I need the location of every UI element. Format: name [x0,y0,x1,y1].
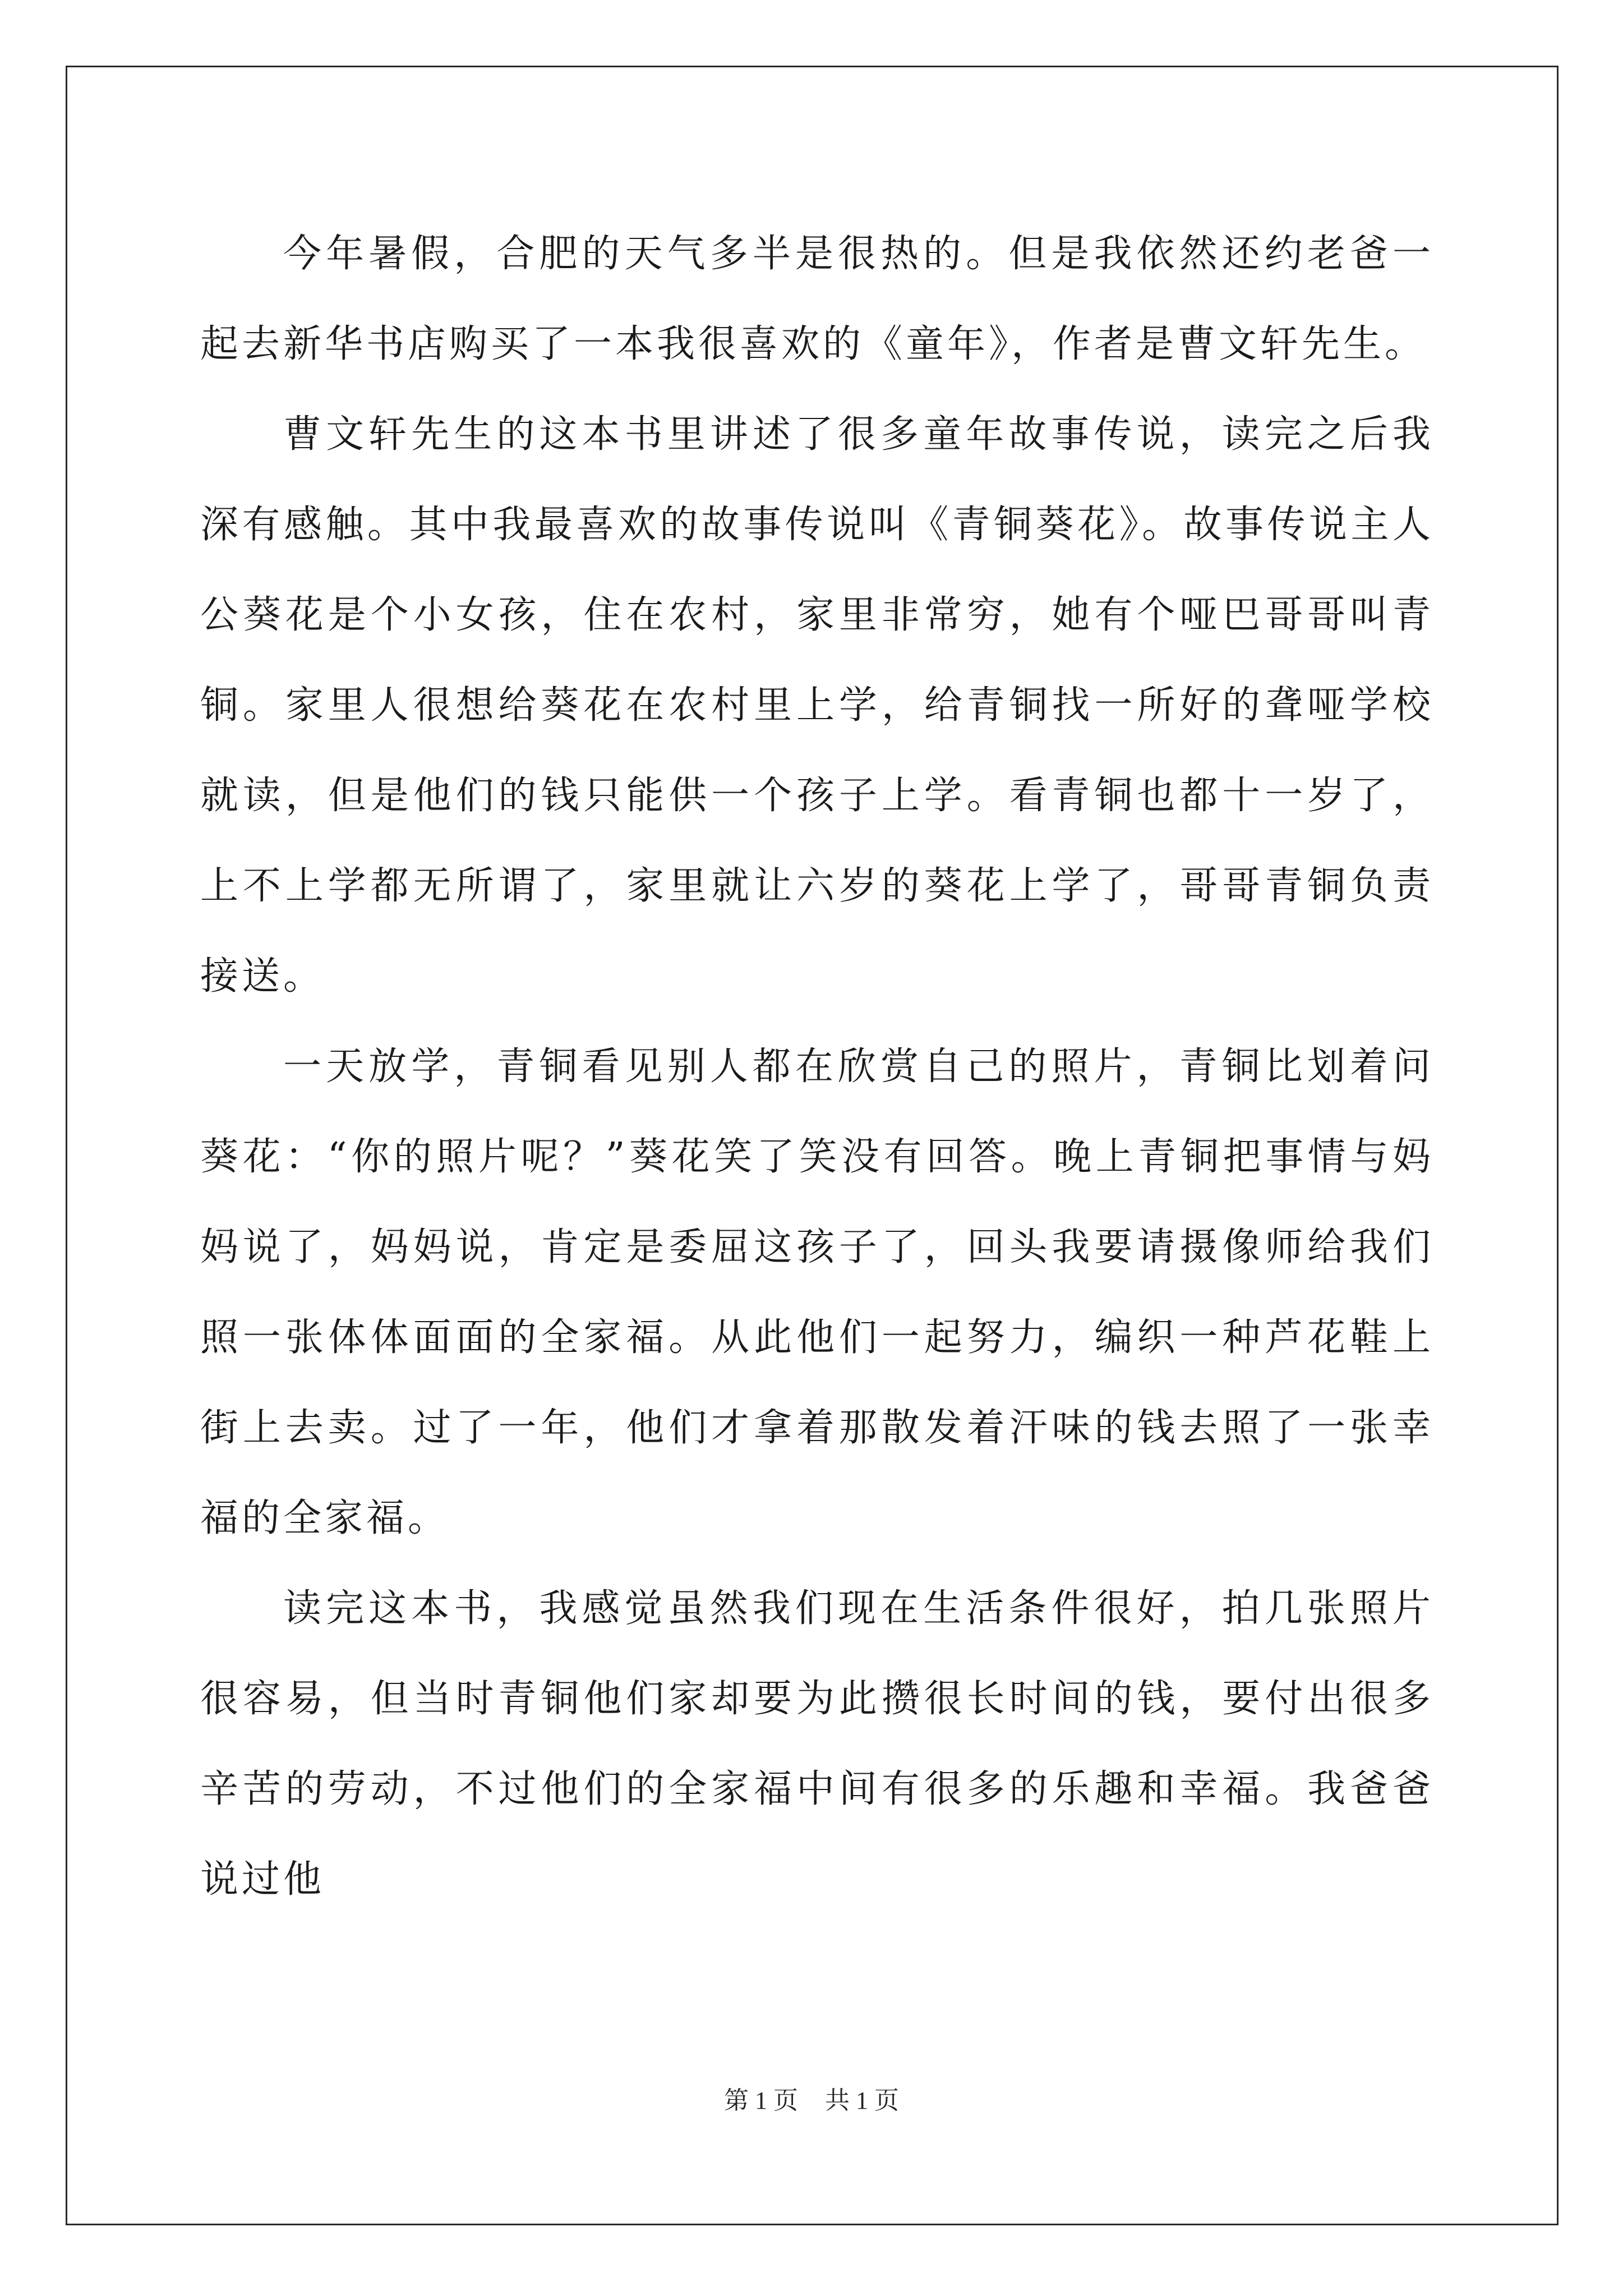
paragraph-2: 曹文轩先生的这本书里讲述了很多童年故事传说，读完之后我深有感触。其中我最喜欢的故事传说叫《青铜葵花》。故事传说主人公葵花是个小女孩，住在农村，家里非常穷，她有个哑巴哥哥叫青铜。家里人很想给葵花在农村里上学，给青铜找一所好的聋哑学校就读，但是他们的钱只能供一个孩子上学。看青铜也都十一岁了，上不上学都无所谓了，家里就让六岁的葵花上学了，哥哥青铜负责接送。 [200,412,1434,999]
page-footer [0,2080,1623,2116]
paragraph-3: 一天放学，青铜看见别人都在欣赏自己的照片，青铜比划着问葵花：“你的照片呢？”葵花笑了笑没有回答。晚上青铜把事情与妈妈说了，妈妈说，肯定是委屈这孩子了，回头我要请摄像师给我们照一张体体面面的全家福。从此他们一起努力，编织一种芦花鞋上街上去卖。过了一年，他们才拿着那散发着汗味的钱去照了一张幸福的全家福。 [200,1045,1434,1540]
paragraph-1: 今年暑假，合肥的天气多半是很热的。但是我依然还约老爸一起去新华书店购买了一本我很喜欢的《童年》，作者是曹文轩先生。 [200,232,1434,366]
document-body [200,209,1434,1925]
page-number: 第 1 页 [724,2087,798,2114]
page-total: 共 1 页 [825,2087,899,2114]
paragraph-4: 读完这本书，我感觉虽然我们现在生活条件很好，拍几张照片很容易，但当时青铜他们家却要为此攒很长时间的钱，要付出很多辛苦的劳动，不过他们的全家福中间有很多的乐趣和幸福。我爸爸说过他 [200,1586,1434,1902]
